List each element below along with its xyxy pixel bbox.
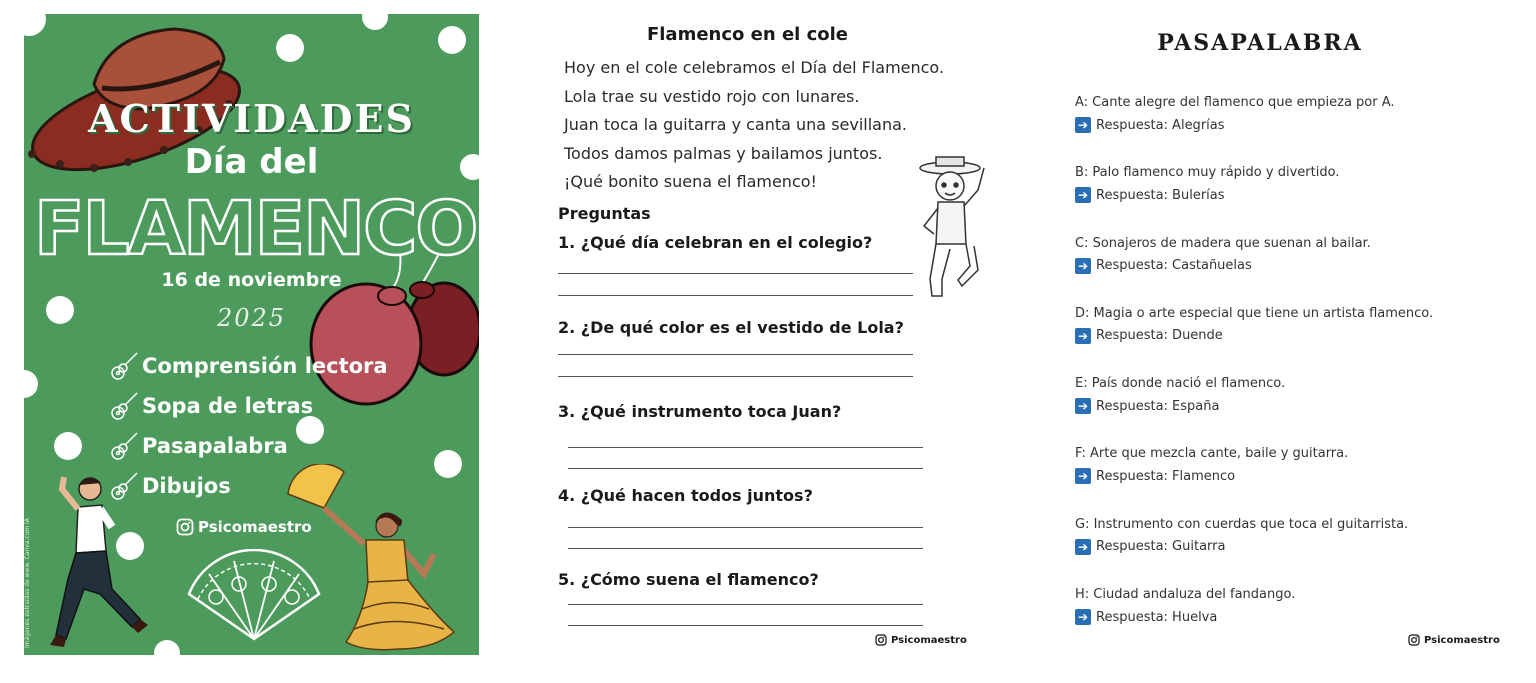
pasapalabra-answer (1075, 468, 1433, 484)
polka-dot (362, 14, 388, 30)
answer-text: Respuesta: Castañuelas (1096, 258, 1252, 274)
cover-page (24, 14, 479, 655)
activity-item (108, 426, 388, 466)
pasapalabra-question: D: Magia o arte especial que tiene un artista flamenco. (1075, 305, 1434, 321)
activity-label: Sopa de letras (142, 394, 314, 418)
pasapalabra-brand (1408, 634, 1500, 646)
female-dancer-illustration (284, 464, 479, 655)
question-3: 3. ¿Qué instrumento toca Juan? (558, 402, 842, 421)
polka-dot (438, 26, 466, 54)
question-5: 5. ¿Cómo suena el flamenco? (558, 570, 819, 589)
arrow-right-icon: ➔ (1075, 258, 1091, 274)
answer-line[interactable] (568, 527, 923, 528)
answer-line[interactable] (568, 447, 923, 448)
pasapalabra-item (1075, 375, 1433, 445)
answer-text: Respuesta: Guitarra (1096, 539, 1226, 555)
pasapalabra-question: A: Cante alegre del flamenco que empieza por A. (1075, 95, 1395, 110)
arrow-right-icon: ➔ (1075, 398, 1091, 414)
cover-title-flamenco: FLAMENCO (34, 186, 477, 272)
male-dancer-illustration (40, 469, 170, 649)
pasapalabra-item (1075, 94, 1433, 164)
answer-text: Respuesta: Alegrías (1096, 117, 1225, 133)
reading-line: Lola trae su vestido rojo con lunares. (564, 86, 860, 106)
arrow-right-icon: ➔ (1075, 609, 1091, 625)
instagram-icon (176, 518, 194, 536)
guitar-icon (108, 390, 140, 422)
arrow-right-icon: ➔ (1075, 328, 1091, 344)
pasapalabra-question: C: Sonajeros de madera que suenan al bailar. (1075, 235, 1371, 251)
reading-text (564, 58, 944, 201)
answer-line[interactable] (558, 295, 913, 296)
pasapalabra-answer (1075, 117, 1433, 133)
pasapalabra-item (1075, 164, 1433, 234)
pasapalabra-worksheet (1050, 14, 1510, 654)
pasapalabra-question: B: Palo flamenco muy rápido y divertido. (1075, 165, 1340, 181)
activity-label: Dibujos (142, 474, 231, 498)
answer-line[interactable] (568, 548, 923, 549)
answer-line[interactable] (558, 354, 913, 355)
pasapalabra-title: PASAPALABRA (1157, 30, 1363, 56)
reading-line: Juan toca la guitarra y canta una sevillana. (564, 115, 908, 134)
polka-dot (276, 34, 304, 62)
answer-line[interactable] (568, 468, 923, 469)
reading-line: ¡Qué bonito suena el flamenco! (564, 172, 817, 191)
pasapalabra-item (1075, 516, 1433, 586)
answer-line[interactable] (558, 273, 913, 274)
reading-line: Todos damos palmas y bailamos juntos. (564, 143, 883, 163)
cover-year: 2025 (216, 304, 287, 332)
brand-name: Psicomaestro (891, 634, 967, 646)
cover-title-activities: ACTIVIDADES (88, 96, 415, 141)
arrow-right-icon: ➔ (1075, 117, 1091, 133)
pasapalabra-question: E: País donde nació el flamenco. (1075, 376, 1286, 392)
pasapalabra-list (1075, 94, 1433, 656)
question-2: 2. ¿De qué color es el vestido de Lola? (558, 318, 904, 337)
pasapalabra-answer (1075, 328, 1433, 344)
guitar-icon (108, 350, 140, 382)
activity-item (108, 346, 388, 386)
pasapalabra-answer (1075, 187, 1433, 203)
arrow-right-icon: ➔ (1075, 187, 1091, 203)
question-1: 1. ¿Qué día celebran en el colegio? (558, 233, 873, 252)
reading-brand (875, 634, 967, 646)
pasapalabra-question: H: Ciudad andaluza del fandango. (1075, 587, 1296, 603)
answer-text: Respuesta: Bulerías (1096, 187, 1225, 203)
guitar-icon (108, 430, 140, 462)
polka-dot (24, 370, 38, 398)
arrow-right-icon: ➔ (1075, 539, 1091, 555)
brand-name: Psicomaestro (198, 518, 312, 536)
pasapalabra-item (1075, 305, 1433, 375)
answer-line[interactable] (568, 625, 923, 626)
arrow-right-icon: ➔ (1075, 468, 1091, 484)
answer-line[interactable] (568, 604, 923, 605)
answer-text: Respuesta: Flamenco (1096, 468, 1236, 484)
activity-label: Pasapalabra (142, 434, 288, 458)
instagram-icon (1408, 634, 1420, 646)
pasapalabra-item (1075, 235, 1433, 305)
answer-text: Respuesta: Duende (1096, 328, 1223, 344)
pasapalabra-question: G: Instrumento con cuerdas que toca el guitarrista. (1075, 516, 1409, 532)
activity-label: Comprensión lectora (142, 354, 388, 378)
reading-worksheet (530, 14, 1000, 654)
reading-line: Hoy en el cole celebramos el Día del Flamenco. (564, 58, 945, 77)
answer-text: Respuesta: España (1096, 398, 1220, 414)
activity-item (108, 386, 388, 426)
pasapalabra-item (1075, 445, 1433, 515)
answer-line[interactable] (558, 376, 913, 377)
reading-title: Flamenco en el cole (646, 24, 849, 45)
pasapalabra-question: F: Arte que mezcla cante, baile y guitarra. (1075, 446, 1349, 462)
pasapalabra-answer (1075, 398, 1433, 414)
question-4: 4. ¿Qué hacen todos juntos? (558, 486, 813, 505)
brand-name: Psicomaestro (1424, 634, 1500, 646)
pasapalabra-item (1075, 586, 1433, 656)
cover-title-dia-del: Día del (184, 142, 319, 182)
pasapalabra-answer (1075, 258, 1433, 274)
pasapalabra-answer (1075, 539, 1433, 555)
instagram-icon (875, 634, 887, 646)
questions-heading: Preguntas (558, 204, 651, 223)
boy-dancer-illustration (910, 154, 1000, 304)
cover-date: 16 de noviembre (161, 269, 342, 291)
pasapalabra-answer (1075, 609, 1433, 625)
image-credit: Imágenes extraídas de www. Canva.com IA (24, 518, 31, 648)
polka-dot (54, 432, 82, 460)
answer-text: Respuesta: Huelva (1096, 609, 1218, 625)
